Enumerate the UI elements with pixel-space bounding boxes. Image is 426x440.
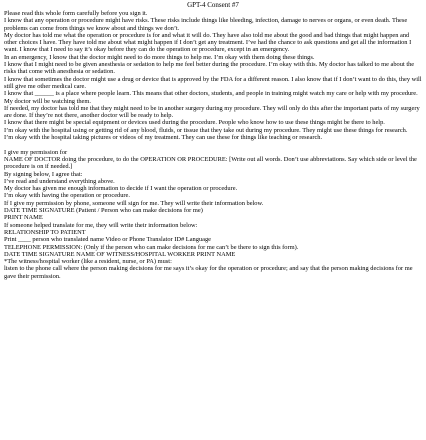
permission-line: I give my permission for	[4, 148, 68, 156]
doctor-procedure-line: NAME OF DOCTOR doing the procedure, to do the OPERATION OR PROCEDURE: [Write out all words. Don’t use abbreviations. Say which side or level the procedure is on if needed.]	[4, 155, 417, 171]
tissue-paragraph: I’m okay with the hospital using or getting rid of any blood, fluids, or tissue that they take out during my procedure. They might use these things for research.	[4, 126, 408, 134]
doctor-explanation-paragraph: My doctor has told me what the operation or procedure is for and what it will do. They have also told me about the good and bad things that might happen and other choices I have. They have told me about what might happen if I don’t get any treatment. I’ve had the chance to ask questions and get all the information I want. I know that I need to say it’s okay before they can do the operation or procedure, except in an emergency.	[4, 31, 412, 54]
form-body	[4, 10, 422, 280]
risks-paragraph: I know that any operation or procedure might have risks. These risks include things like bleeding, infection, damage to nerves or organs, or even death. These problems can come from things we know about and things we don’t.	[4, 17, 408, 32]
fda-paragraph: I know that sometimes the doctor might use a drug or device that is approved by the FDA for a different reason. I also know that if I don’t want to do this, they will still give me other medical care.	[4, 75, 422, 90]
information-line: My doctor has given me enough information to decide if I want the operation or procedure.	[4, 185, 238, 193]
form-title: GPT-4 Consent #7	[187, 1, 239, 9]
translator-note-line: If someone helped translate for me, they will write their information below:	[4, 221, 198, 229]
translator-line: Print ____ person who translated name Video or Phone Translator ID# Language	[4, 236, 211, 244]
anesthesia-paragraph: I know that I might need to be given anesthesia or sedation to help me feel better during the procedure. I’m okay with this. My doctor has talked to me about the risks that come with anesthesia or sedation.	[4, 61, 415, 76]
surgeon-availability-paragraph: If needed, my doctor has told me that they might need to be in another surgery during my procedure. They will only do this after the important parts of my surgery are done. If they’re not there, another doctor will be ready to help.	[4, 104, 420, 120]
emergency-paragraph: In an emergency, I know that the doctor might need to do more things to help me. I’m okay with them doing these things.	[4, 53, 315, 61]
witness-duties-line: listen to the phone call where the person making decisions for me says it’s okay for the operation or procedure; and say that the person making decisions for me gave their permission.	[4, 265, 413, 280]
witness-signature-line: DATE TIME SIGNATURE NAME OF WITNESS/HOSPITAL WORKER PRINT NAME	[4, 250, 236, 258]
telephone-permission-line: TELEPHONE PERMISSION: (Only if the person who can make decisions for me can’t be there to sign this form).	[4, 243, 299, 251]
equipment-paragraph: I know that there might be special equipment or devices used during the procedure. People who know how to use these things might be there to help.	[4, 119, 385, 127]
witness-note-line: *The witness/hospital worker (like a resident, nurse, or PA) must:	[4, 258, 172, 266]
phone-permission-line: If I give my permission by phone, someone will sign for me. They will write their information below.	[4, 199, 264, 207]
agreement-line: By signing below, I agree that:	[4, 170, 83, 178]
print-name-line: PRINT NAME	[4, 214, 43, 222]
blank-line	[4, 141, 422, 148]
relationship-line: RELATIONSHIP TO PATIENT	[4, 228, 86, 236]
read-understood-line: I’ve read and understand everything above.	[4, 177, 115, 185]
instruction-line: Please read this whole form carefully before you sign it.	[4, 10, 148, 17]
okay-line: I’m okay with having the operation or procedure.	[4, 192, 130, 200]
patient-signature-line: DATE TIME SIGNATURE (Patient / Person who can make decisions for me)	[4, 207, 203, 215]
teaching-paragraph: I know that ______ is a place where people learn. This means that other doctors, students, and people in training might watch my care or help with my procedure. My doctor will be watching them.	[4, 90, 418, 105]
photos-paragraph: I’m okay with the hospital taking pictures or videos of my treatment. They can use these for things like teaching or research.	[4, 134, 323, 142]
